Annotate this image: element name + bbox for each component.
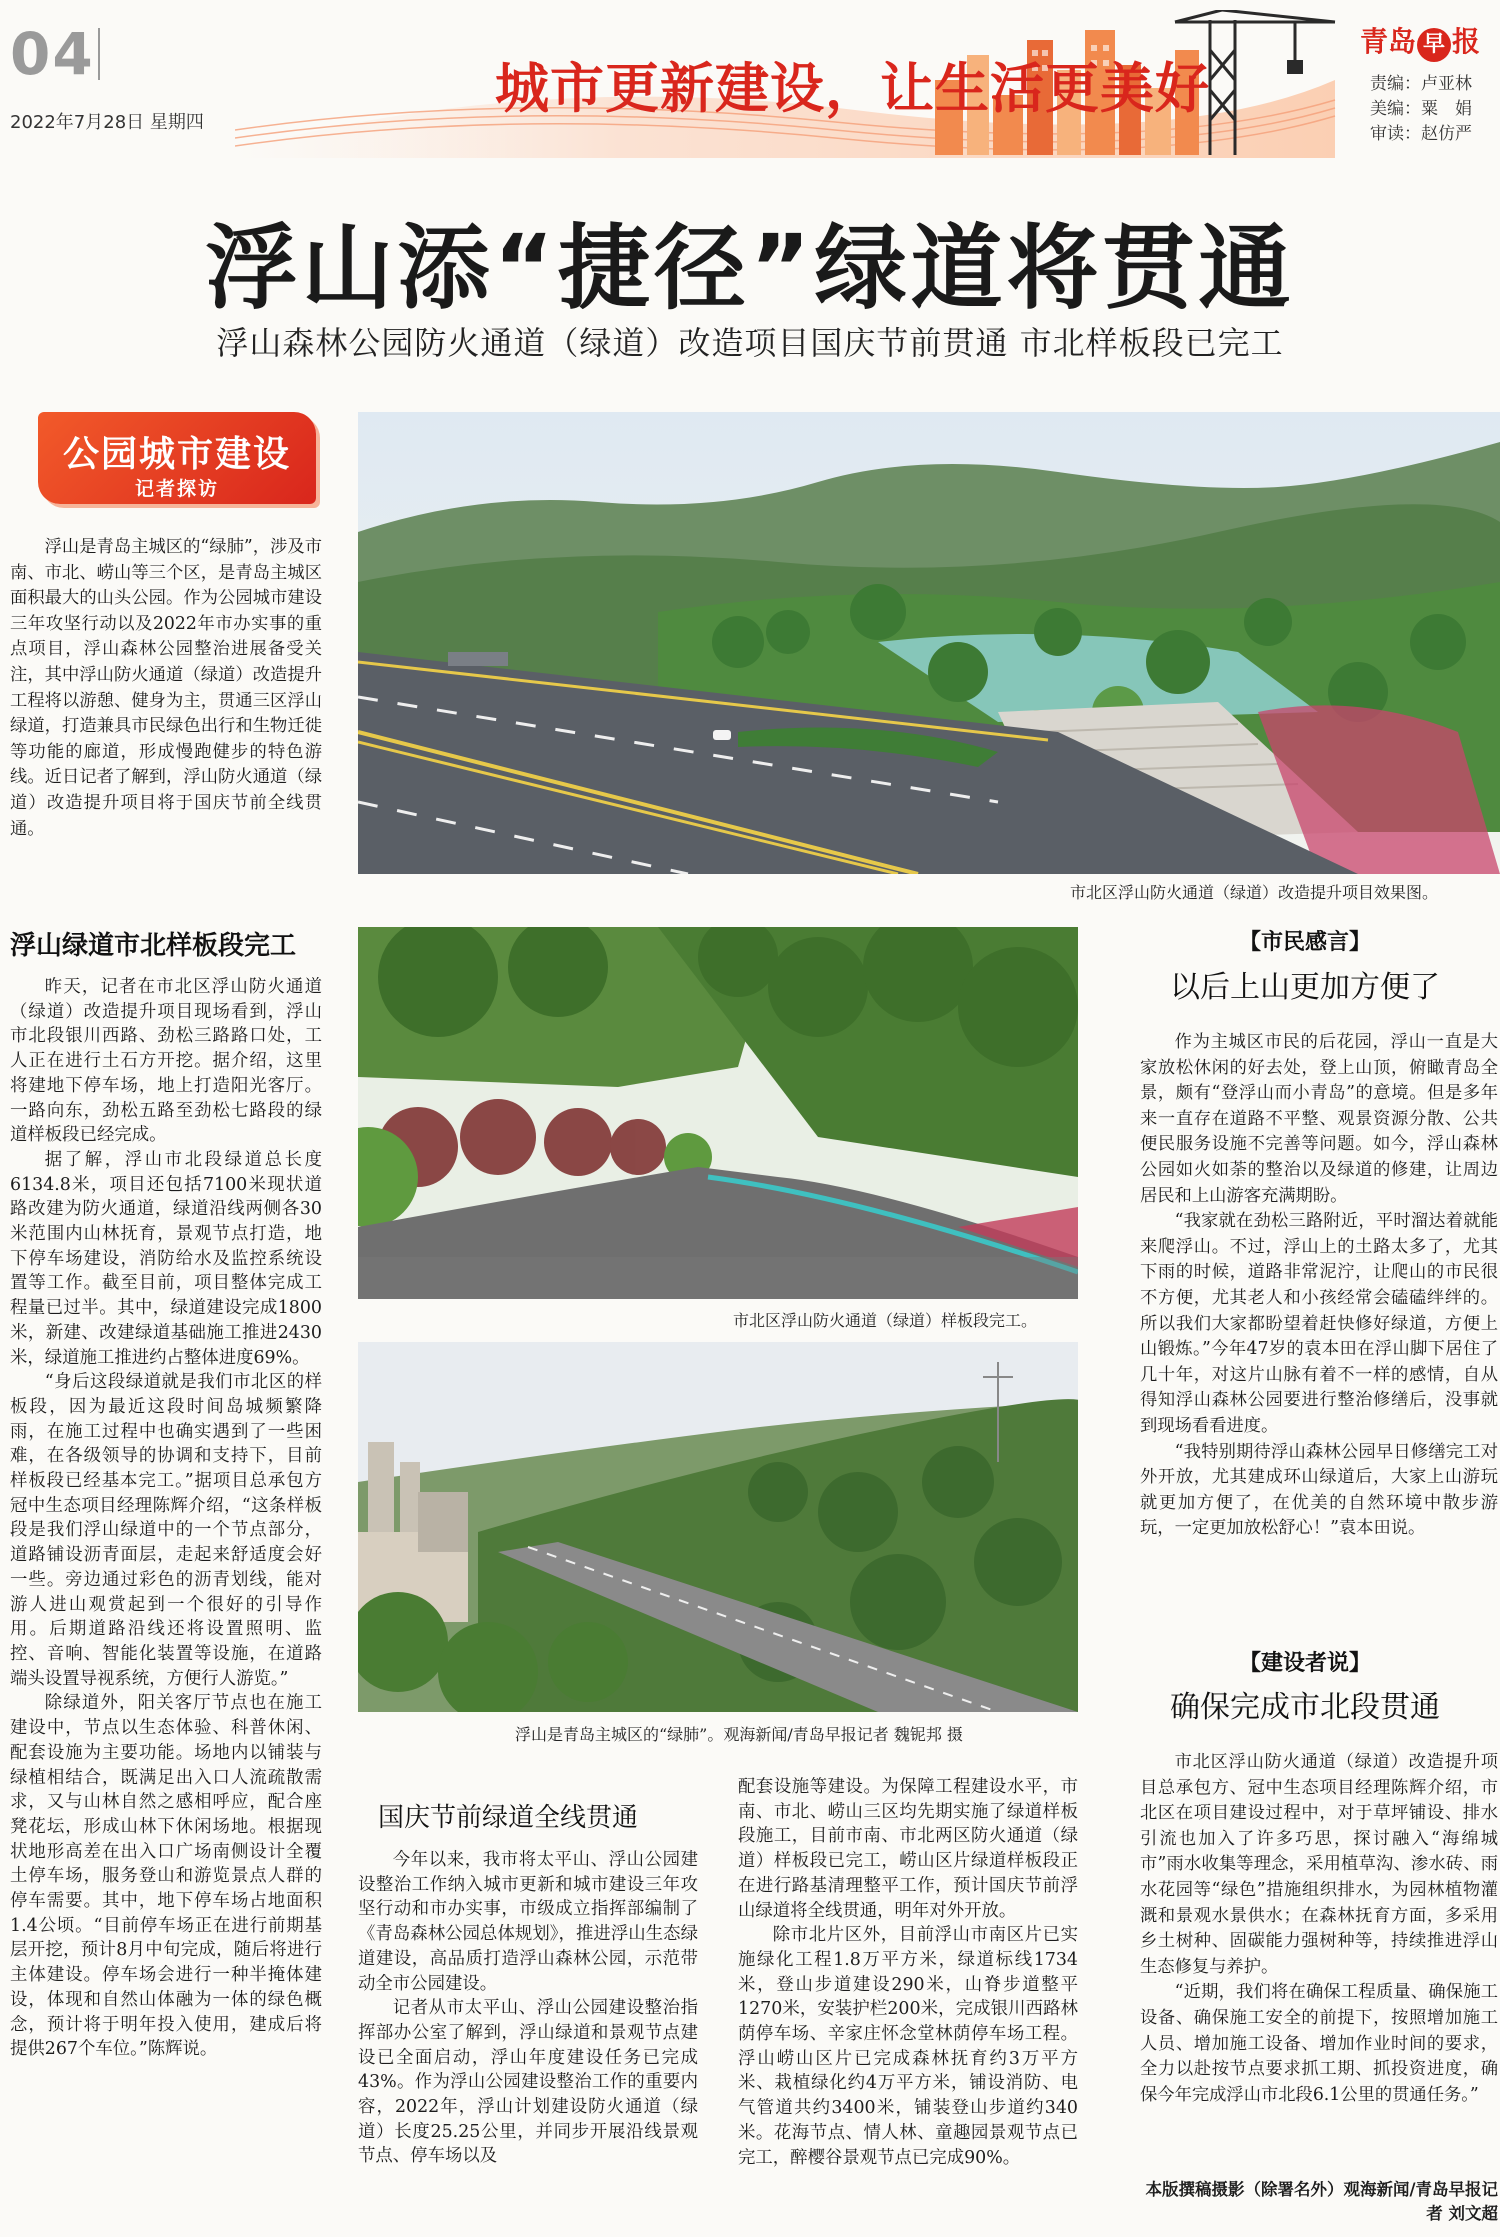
column-tag-subtitle: 记者探访 — [134, 478, 219, 500]
column-tag — [38, 412, 316, 504]
editor-in-charge: 责编：卢亚林 — [1370, 74, 1472, 94]
section2-body-col1 — [358, 1848, 698, 2169]
reviewer: 审读：赵仿严 — [1370, 124, 1472, 144]
newspaper-logo — [1360, 20, 1480, 62]
citizens-title: 以后上山更加方便了 — [1170, 970, 1440, 1005]
intro-paragraph — [10, 535, 322, 842]
page-number: 04 — [10, 20, 95, 88]
section2-paragraph: 记者从市太平山、浮山公园建设整治指挥部办公室了解到，浮山绿道和景观节点建设已全面启动，浮山年度建设任务已完成43%。作为浮山公园建设整治工作的重要内容，2022年，浮山计划建设防火通道（绿道）长度25.25公里，并同步开展沿线景观节点、停车场以及 — [358, 1998, 698, 2167]
section1-body — [10, 975, 322, 2062]
logo-text-qingdao: 青岛 — [1360, 25, 1417, 58]
issue-date: 2022年7月28日 星期四 — [10, 112, 204, 133]
editor-credits — [1370, 72, 1472, 147]
builders-paragraph: “近期，我们将在确保工程质量、确保施工设备、确保施工安全的前提下，按照增加施工人员、增加施工设备、增加作业时间的要求，全力以赴按节点要求抓工期、抓投资进度，确保今年完成浮山市北段6.1公里的贯通任务。” — [1140, 1982, 1498, 2105]
photo-sample-section — [358, 927, 1078, 1299]
logo-text-bao: 报 — [1452, 25, 1481, 58]
citizens-paragraph: “我特别期待浮山森林公园早日修缮完工对外开放，尤其建成环山绿道后，大家上山游玩就更加方便了，在优美的自然环境中散步游玩，一定更加放松舒心！”袁本田说。 — [1140, 1441, 1498, 1539]
section2-heading: 国庆节前绿道全线贯通 — [378, 1803, 639, 1833]
photo-greenway-rendering — [358, 412, 1500, 874]
section-banner — [235, 10, 1345, 158]
banner-title: 城市更新建设，让生活更美好 — [495, 56, 1210, 120]
citizens-paragraph: 作为主城区市民的后花园，浮山一直是大家放松休闲的好去处，登上山顶，俯瞰青岛全景，颇有“登浮山而小青岛”的意境。但是多年来一直存在道路不平整、观景资源分散、公共便民服务设施不完善等问题。如今，浮山森林公园如火如荼的整治以及绿道的修建，让周边居民和上山游客充满期盼。 — [1140, 1032, 1498, 1206]
sub-headline: 浮山森林公园防火通道（绿道）改造项目国庆节前贯通 市北样板段已完工 — [216, 324, 1284, 362]
section1-paragraph: 昨天，记者在市北区浮山防火通道（绿道）改造提升项目现场看到，浮山市北段银川西路、劲松三路路口处，工人正在进行土石方开挖。据介绍，这里将建地下停车场，地上打造阳光客厅。一路向东，劲松五路至劲松七路段的绿道样板段已经完成。 — [10, 977, 322, 1146]
section1-paragraph: 据了解，浮山市北段绿道总长度6134.8米，项目还包括7100米现状道路改建为防火通道，绿道沿线两侧各30米范围内山林抚育，景观节点打造，地下停车场建设，消防给水及监控系统设置等工作。截至目前，项目整体完成工程量已过半。其中，绿道建设完成1800米，新建、改建绿道基础施工推进2430米，绿道施工推进约占整体进度69%。 — [10, 1149, 322, 1368]
photo2-caption: 市北区浮山防火通道（绿道）样板段完工。 — [733, 1311, 1038, 1330]
section1-paragraph: 除绿道外，阳关客厅节点也在施工建设中，节点以生态体验、科普休闲、配套设施为主要功能。场地内以铺装与绿植相结合，既满足出入口人流疏散需求，又与山林自然之感相呼应，配合座凳花坛，形成山林下休闲场地。根据现状地形高差在出入口广场南侧设计全覆土停车场，服务登山和游览景点人群的停车需要。其中，地下停车场占地面积1.4公顷。“目前停车场正在进行前期基层开挖，预计8月中旬完成，随后将进行主体建设。停车场会进行一种半掩体建设，体现和自然山体融为一体的绿色概念，预计将于明年投入使用，建成后将提供267个车位。”陈辉说。 — [10, 1693, 322, 2060]
section2-paragraph-continued: 配套设施等建设。为保障工程建设水平，市南、市北、崂山三区均先期实施了绿道样板段施工，目前市南、市北两区防火通道（绿道）样板段已完工，崂山区片绿道样板段正在进行路基清理整平工作，预计国庆节前浮山绿道将全线贯通，明年对外开放。 — [738, 1777, 1078, 1921]
main-headline: 浮山添“捷径”绿道将贯通 — [205, 215, 1295, 322]
citizens-paragraph: “我家就在劲松三路附近，平时溜达着就能来爬浮山。不过，浮山上的土路太多了，尤其下雨的时候，道路非常泥泞，让爬山的市民很不方便，尤其老人和小孩经常会磕磕绊绊的。所以我们大家都盼望着赶快修好绿道，方便上山锻炼。”今年47岁的袁本田在浮山脚下居住了几十年，对这片山脉有着不一样的感情，自从得知浮山森林公园要进行整治修缮后，没事就到现场看看进度。 — [1140, 1211, 1498, 1436]
byline-credit: 本版撰稿摄影（除署名外）观海新闻/青岛早报记者 刘文超 — [1145, 2180, 1498, 2223]
section2-paragraph: 今年以来，我市将太平山、浮山公园建设整治工作纳入城市更新和城市建设三年攻坚行动和市办实事，市级成立指挥部编制了《青岛森林公园总体规划》，推进浮山生态绿道建设，高品质打造浮山森林公园，示范带动全市公园建设。 — [358, 1850, 698, 1994]
builders-title: 确保完成市北段贯通 — [1170, 1690, 1440, 1725]
page-number-divider — [98, 28, 100, 80]
logo-text-zao: 早 — [1417, 28, 1451, 62]
builders-body — [1140, 1750, 1498, 2108]
photo-fushan-aerial — [358, 1342, 1078, 1712]
art-editor: 美编：粟 娟 — [1370, 99, 1472, 119]
section2-paragraph: 除市北片区外，目前浮山市南区片已实施绿化工程1.8万平方米，绿道标线1734米，登山步道建设290米，山脊步道整平1270米，安装护栏200米，完成银川西路林荫停车场、辛家庄怀念堂林荫停车场工程。浮山崂山区片已完成森林抚育约3万平方米、栽植绿化约4万平方米，铺设消防、电气管道共约3400米，铺装登山步道约340米。花海节点、情人林、童趣园景观节点已完工，醉樱谷景观节点已完成90%。 — [738, 1925, 1078, 2168]
citizens-body — [1140, 1030, 1498, 1542]
photo3-caption: 浮山是青岛主城区的“绿肺”。观海新闻/青岛早报记者 魏铌邦 摄 — [515, 1725, 963, 1744]
section1-paragraph: “身后这段绿道就是我们市北区的样板段，因为最近这段时间岛城频繁降雨，在施工过程中也确实遇到了一些困难，在各级领导的协调和支持下，目前样板段已经基本完工。”据项目总承包方冠中生态项目经理陈辉介绍，“这条样板段是我们浮山绿道中的一个节点部分，道路铺设沥青面层，走起来舒适度会好一些。旁边通过彩色的沥青划线，能对游人进山观赏起到一个很好的引导作用。后期道路沿线还将设置照明、监控、音响、智能化装置等设施，在道路端头设置导视系统，方便行人游览。” — [10, 1372, 322, 1689]
photo1-caption: 市北区浮山防火通道（绿道）改造提升项目效果图。 — [1070, 883, 1439, 902]
column-tag-title: 公园城市建设 — [62, 434, 291, 475]
intro-text: 浮山是青岛主城区的“绿肺”，涉及市南、市北、崂山等三个区，是青岛主城区面积最大的山头公园。作为公园城市建设三年攻坚行动以及2022年市办实事的重点项目，浮山森林公园整治进展备受关注，其中浮山防火通道（绿道）改造提升工程将以游憩、健身为主，贯通三区浮山绿道，打造兼具市民绿色出行和生物迁徙等功能的廊道，形成慢跑健步的特色游线。近日记者了解到，浮山防火通道（绿道）改造提升项目将于国庆节前全线贯通。 — [10, 537, 322, 839]
citizens-bracket-heading: 【市民感言】 — [1238, 930, 1371, 955]
section2-body-col2 — [738, 1775, 1078, 2170]
builders-paragraph: 市北区浮山防火通道（绿道）改造提升项目总承包方、冠中生态项目经理陈辉介绍，市北区在项目建设过程中，对于草坪铺设、排水引流也加入了许多巧思，探讨融入“海绵城市”雨水收集等理念，采用植草沟、渗水砖、雨水花园等“绿色”措施组织排水，为园林植物灌溉和景观水景供水；在森林抚育方面，多采用乡土树种、固碳能力强树种等，持续推进浮山生态修复与养护。 — [1140, 1752, 1498, 1977]
builders-bracket-heading: 【建设者说】 — [1238, 1651, 1371, 1676]
section1-heading: 浮山绿道市北样板段完工 — [10, 931, 297, 961]
